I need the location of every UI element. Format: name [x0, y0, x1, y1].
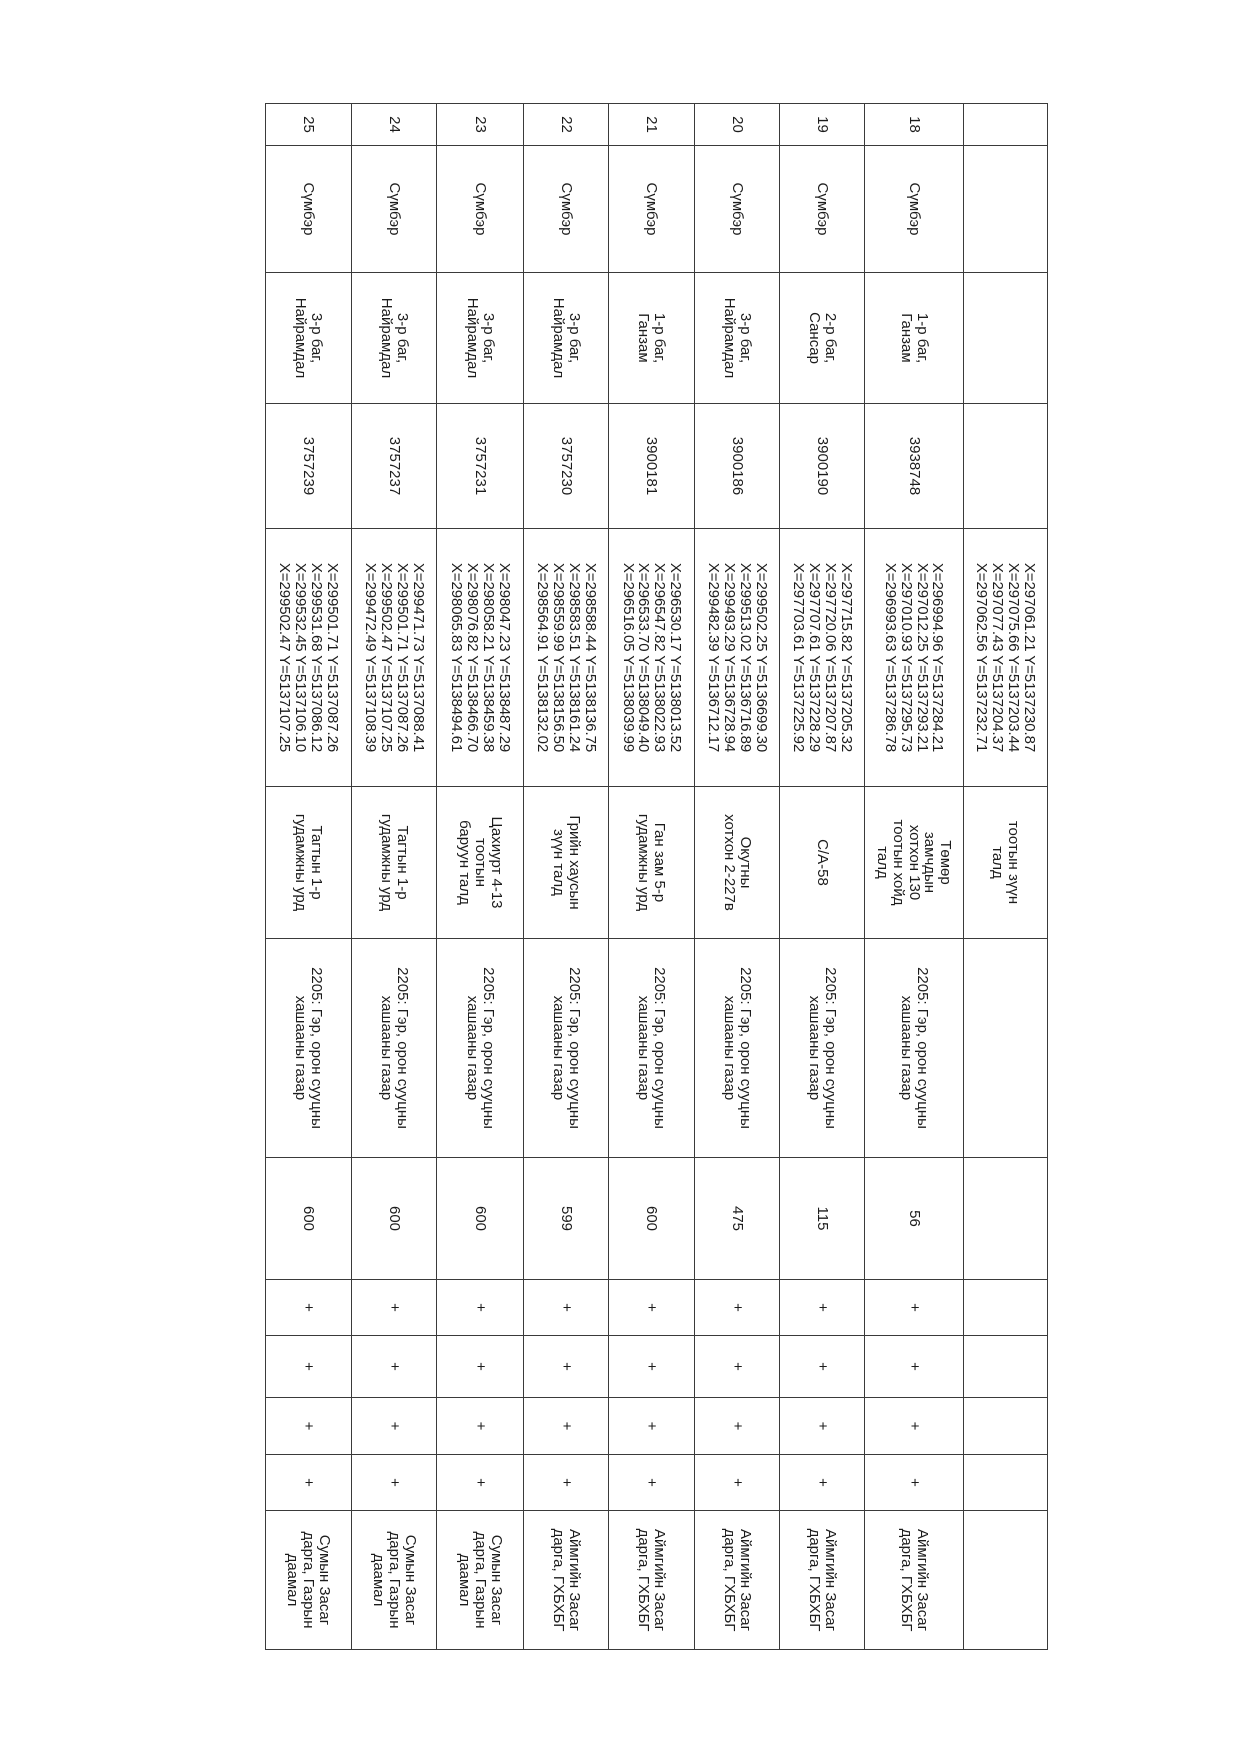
sum-name: Сүмбэр — [351, 146, 437, 273]
mark-2: + — [864, 1336, 963, 1398]
coordinate-line: X=297012.25 Y=5137293.21 — [913, 562, 931, 753]
mark-2: + — [266, 1336, 352, 1398]
purpose-cell: 2205: Гэр, орон сууцны хашааны газар — [266, 939, 352, 1158]
location-cell: Төмөр замчдын хотхон 130 тоотын хойд талд — [864, 787, 963, 939]
continuation-row — [963, 104, 1047, 1650]
responsible-org: Аймгийн Засаг дарга, ГХБХБГ — [780, 1511, 864, 1650]
mark-4: + — [351, 1455, 437, 1511]
responsible-org: Сумын Засаг дарга, Газрын даамал — [266, 1511, 352, 1650]
mark-4: + — [523, 1455, 609, 1511]
mark-4: + — [780, 1455, 864, 1511]
bag-name: 3-р баг, Найрамдал — [437, 273, 524, 404]
purpose-cell: 2205: Гэр, орон сууцны хашааны газар — [523, 939, 609, 1158]
mark-2: + — [694, 1336, 780, 1398]
area-cell: 600 — [266, 1158, 352, 1280]
purpose-cell: 2205: Гэр, орон сууцны хашааны газар — [351, 939, 437, 1158]
coordinate-line: X=298047.23 Y=5138487.29 — [495, 562, 513, 753]
table-row — [609, 104, 695, 1650]
coordinate-line: X=299501.71 Y=5137087.26 — [393, 562, 411, 753]
area-cell: 56 — [864, 1158, 963, 1280]
mark-1: + — [351, 1280, 437, 1336]
coordinate-line: X=298559.99 Y=5138156.50 — [549, 562, 567, 753]
mark-2: + — [351, 1336, 437, 1398]
coordinates-cell — [351, 529, 437, 787]
mark-2: + — [609, 1336, 695, 1398]
coordinate-line: X=299471.73 Y=5137088.41 — [409, 562, 427, 753]
coordinate-line: X=298583.51 Y=5138161.24 — [565, 562, 583, 753]
row-number: 22 — [523, 104, 609, 146]
location-cell: тоотын зүүн талд — [963, 787, 1047, 939]
unit-number: 3900190 — [780, 404, 864, 529]
coordinate-line: X=296530.17 Y=5138013.52 — [667, 562, 685, 753]
mark-3: + — [351, 1398, 437, 1455]
coordinate-line: X=298564.91 Y=5138132.02 — [534, 562, 552, 753]
mark-1: + — [523, 1280, 609, 1336]
area-cell: 600 — [609, 1158, 695, 1280]
mark-4: + — [266, 1455, 352, 1511]
bag-name: 3-р баг, Найрамдал — [266, 273, 352, 404]
coordinate-line: X=299482.39 Y=5136712.17 — [705, 562, 723, 753]
area-cell: 600 — [437, 1158, 524, 1280]
responsible-org: Сумын Засаг дарга, Газрын даамал — [351, 1511, 437, 1650]
coordinates-cell — [437, 529, 524, 787]
area-cell: 115 — [780, 1158, 864, 1280]
coordinates-cell — [523, 529, 609, 787]
coordinate-line: X=298058.21 Y=5138459.38 — [479, 562, 497, 753]
purpose-cell: 2205: Гэр, орон сууцны хашааны газар — [864, 939, 963, 1158]
mark-3: + — [609, 1398, 695, 1455]
mark-4: + — [609, 1455, 695, 1511]
sum-name: Сүмбэр — [437, 146, 524, 273]
mark-2: + — [780, 1336, 864, 1398]
row-number: 24 — [351, 104, 437, 146]
mark-4: + — [864, 1455, 963, 1511]
area-cell: 600 — [351, 1158, 437, 1280]
bag-name: 1-р баг, Ганзам — [609, 273, 695, 404]
coordinate-line: X=296516.05 Y=5138039.99 — [619, 562, 637, 753]
unit-number: 3757231 — [437, 404, 524, 529]
coordinate-line: X=299472.49 Y=5137108.39 — [361, 562, 379, 753]
coordinate-line: X=299493.29 Y=5136728.94 — [720, 562, 738, 753]
location-cell: Ган зам 5-р гудамжны урд — [609, 787, 695, 939]
responsible-org: Сумын Засаг дарга, Газрын даамал — [437, 1511, 524, 1650]
row-number: 19 — [780, 104, 864, 146]
coordinate-line: X=299532.45 Y=5137106.10 — [292, 562, 310, 753]
mark-2: + — [523, 1336, 609, 1398]
mark-3: + — [523, 1398, 609, 1455]
location-cell: С/А-58 — [780, 787, 864, 939]
table-row — [780, 104, 864, 1650]
mark-1: + — [266, 1280, 352, 1336]
row-number: 18 — [864, 104, 963, 146]
coordinates-cell — [694, 529, 780, 787]
sum-name: Сүмбэр — [694, 146, 780, 273]
table-row — [266, 104, 352, 1650]
mark-3: + — [266, 1398, 352, 1455]
coordinate-line: X=299502.47 Y=5137107.25 — [377, 562, 395, 753]
table-row — [523, 104, 609, 1650]
area-cell: 475 — [694, 1158, 780, 1280]
coordinate-line: X=298076.82 Y=5138466.70 — [463, 562, 481, 753]
coordinates-cell — [780, 529, 864, 787]
coordinate-line: X=297703.61 Y=5137225.92 — [790, 562, 808, 753]
land-allocation-table — [265, 103, 1048, 1650]
sum-name: Сүмбэр — [780, 146, 864, 273]
mark-1: + — [437, 1280, 524, 1336]
location-cell: Тагтын 1-р гудамжны урд — [351, 787, 437, 939]
bag-name: 3-р баг, Найрамдал — [694, 273, 780, 404]
location-cell: Грийн хаусын зүүн талд — [523, 787, 609, 939]
responsible-org: Аймгийн Засаг дарга, ГХБХБГ — [523, 1511, 609, 1650]
sum-name: Сүмбэр — [609, 146, 695, 273]
mark-3: + — [864, 1398, 963, 1455]
unit-number: 3757230 — [523, 404, 609, 529]
coordinate-line: X=296993.63 Y=5137286.78 — [881, 562, 899, 753]
responsible-org: Аймгийн Засаг дарга, ГХБХБГ — [609, 1511, 695, 1650]
coordinate-line: X=299502.25 Y=5136699.30 — [752, 562, 770, 753]
unit-number: 3757239 — [266, 404, 352, 529]
location-cell: Тагтын 1-р гудамжны урд — [266, 787, 352, 939]
table-row — [437, 104, 524, 1650]
mark-1: + — [864, 1280, 963, 1336]
purpose-cell: 2205: Гэр, орон сууцны хашааны газар — [780, 939, 864, 1158]
coordinate-line: X=299502.47 Y=5137107.25 — [276, 562, 294, 753]
responsible-org: Аймгийн Засаг дарга, ГХБХБГ — [694, 1511, 780, 1650]
sum-name: Сүмбэр — [266, 146, 352, 273]
unit-number: 3900186 — [694, 404, 780, 529]
mark-4: + — [694, 1455, 780, 1511]
coordinate-line: X=297010.93 Y=5137295.73 — [897, 562, 915, 753]
purpose-cell: 2205: Гэр, орон сууцны хашааны газар — [694, 939, 780, 1158]
table-row — [864, 104, 963, 1650]
coordinates-cell: X=297061.21 Y=5137230.87 X=297075.66 Y=5137203.44 X=297077.43 Y=5137204.37 X=297062.56 Y=5137232.71 — [963, 529, 1047, 787]
coordinate-line: X=298588.44 Y=5138136.75 — [581, 562, 599, 753]
row-number: 23 — [437, 104, 524, 146]
row-number: 20 — [694, 104, 780, 146]
coordinate-line: X=297707.61 Y=5137228.29 — [805, 562, 823, 753]
unit-number: 3900181 — [609, 404, 695, 529]
purpose-cell: 2205: Гэр, орон сууцны хашааны газар — [437, 939, 524, 1158]
coordinates-cell — [266, 529, 352, 787]
coordinate-line: X=299531.68 Y=5137086.12 — [308, 562, 326, 753]
location-cell: Цахиурт 4-13 тоотын баруун талд — [437, 787, 524, 939]
unit-number: 3757237 — [351, 404, 437, 529]
coordinate-line: X=297715.82 Y=5137205.32 — [837, 562, 855, 753]
rotated-page-content — [265, 103, 1048, 1632]
bag-name: 3-р баг, Найрамдал — [351, 273, 437, 404]
purpose-cell: 2205: Гэр, орон сууцны хашааны газар — [609, 939, 695, 1158]
bag-name: 3-р баг, Найрамдал — [523, 273, 609, 404]
bag-name: 1-р баг, Ганзам — [864, 273, 963, 404]
coordinate-line: X=297720.06 Y=5137207.87 — [821, 562, 839, 753]
table-row — [351, 104, 437, 1650]
location-cell: Окутны хотхон 2-227в — [694, 787, 780, 939]
mark-3: + — [694, 1398, 780, 1455]
mark-2: + — [437, 1336, 524, 1398]
coordinate-line: X=299513.02 Y=5136716.89 — [736, 562, 754, 753]
responsible-org: Аймгийн Засаг дарга, ГХБХБГ — [864, 1511, 963, 1650]
mark-1: + — [609, 1280, 695, 1336]
mark-3: + — [437, 1398, 524, 1455]
coordinates-cell — [864, 529, 963, 787]
coordinate-line: X=296994.96 Y=5137284.21 — [929, 562, 947, 753]
row-number: 25 — [266, 104, 352, 146]
coordinate-line: X=296547.82 Y=5138022.93 — [651, 562, 669, 753]
sum-name: Сүмбэр — [864, 146, 963, 273]
table-row — [694, 104, 780, 1650]
mark-3: + — [780, 1398, 864, 1455]
mark-1: + — [694, 1280, 780, 1336]
coordinate-line: X=298065.83 Y=5138494.61 — [448, 562, 466, 753]
unit-number: 3938748 — [864, 404, 963, 529]
row-number: 21 — [609, 104, 695, 146]
mark-4: + — [437, 1455, 524, 1511]
sum-name: Сүмбэр — [523, 146, 609, 273]
coordinate-line: X=296533.70 Y=5138049.40 — [635, 562, 653, 753]
coordinates-cell — [609, 529, 695, 787]
area-cell: 599 — [523, 1158, 609, 1280]
mark-1: + — [780, 1280, 864, 1336]
coordinate-line: X=299501.71 Y=5137087.26 — [324, 562, 342, 753]
bag-name: 2-р баг, Сансар — [780, 273, 864, 404]
